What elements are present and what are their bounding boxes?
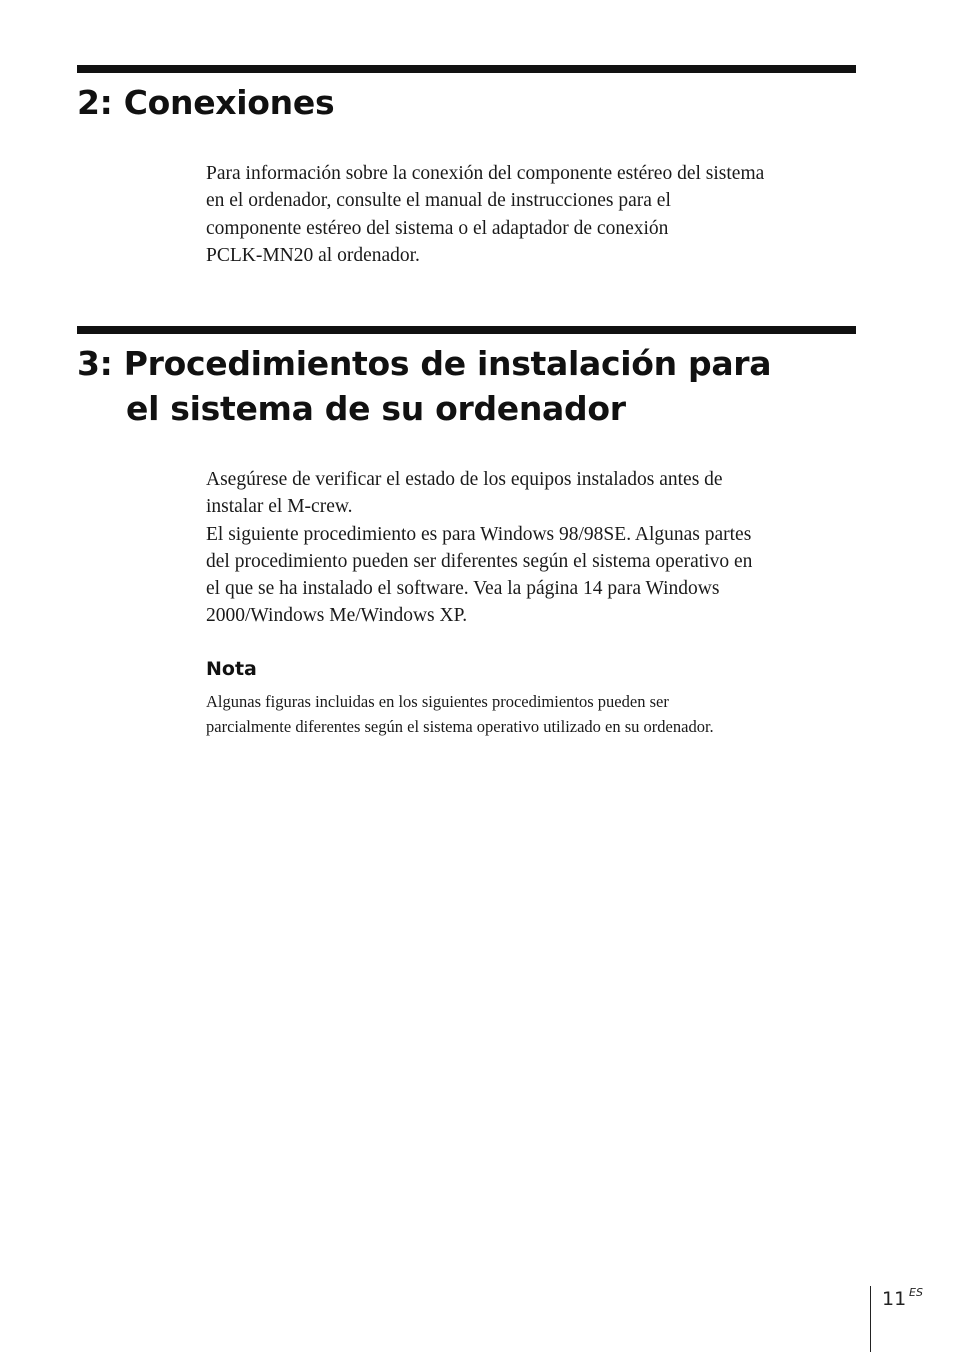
- body-line: Para información sobre la conexión del componente estéreo del sistema: [206, 163, 765, 184]
- section-body-procedimientos: [206, 466, 856, 630]
- heading-line-2: el sistema de su ordenador: [126, 389, 626, 428]
- section-heading-procedimientos: [77, 341, 771, 431]
- body-line: Asegúrese de verificar el estado de los equipos instalados antes de: [206, 469, 723, 490]
- section-body-conexiones: [206, 160, 856, 269]
- heading-line-1: 3: Procedimientos de instalación para: [77, 344, 772, 383]
- section-rule: [77, 326, 856, 334]
- body-line: en el ordenador, consulte el manual de instrucciones para el: [206, 190, 671, 212]
- body-line: El siguiente procedimiento es para Windows 98/98SE. Algunas partes: [206, 523, 752, 545]
- heading-text: 2: Conexiones: [77, 83, 335, 122]
- note-title: Nota: [206, 658, 257, 680]
- body-line: el que se ha instalado el software. Vea la página 14 para Windows: [206, 578, 720, 600]
- page-divider: [870, 1286, 871, 1352]
- body-line: PCLK-MN20 al ordenador.: [206, 244, 420, 266]
- note-text: [206, 689, 856, 739]
- body-line: 2000/Windows Me/Windows XP.: [206, 605, 468, 627]
- body-line: del procedimiento pueden ser diferentes según el sistema operativo en: [206, 550, 753, 572]
- page-number: 11: [882, 1288, 907, 1310]
- section-heading-conexiones: [77, 80, 334, 125]
- note-line: parcialmente diferentes según el sistema operativo utilizado en su ordenador.: [206, 717, 714, 736]
- note-line: Algunas figuras incluidas en los siguientes procedimientos pueden ser: [206, 692, 669, 711]
- section-rule: [77, 65, 856, 73]
- page-number-block: [870, 1286, 940, 1352]
- body-line: componente estéreo del sistema o el adaptador de conexión: [206, 217, 669, 239]
- body-line: instalar el M-crew.: [206, 496, 353, 518]
- page-language-suffix: ES: [909, 1286, 923, 1299]
